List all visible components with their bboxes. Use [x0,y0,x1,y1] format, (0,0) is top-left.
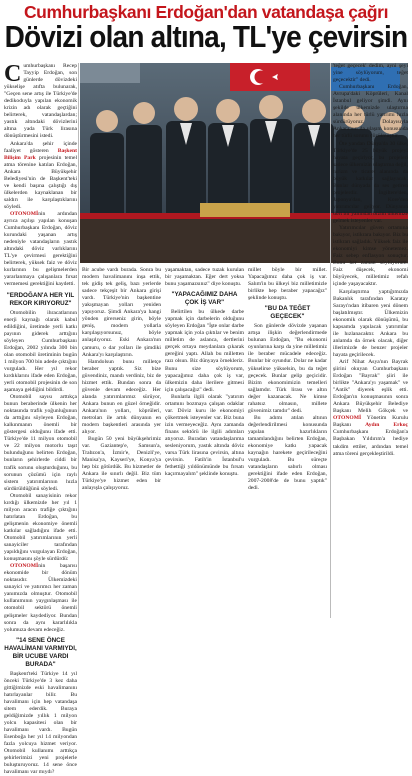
column-rule [78,63,79,618]
column-4 [248,267,327,617]
paragraph: Belirtilen bu ülkede darbe yapmak için darbelerin olduğunu söyleyen Erdoğan "İşte onlar darbe yapmak için yola çıktılar ve benim milletim de aslanca, dertlerini gerçek ortaya meydanlara çıkarak gereğini yaptı. Allah bu milletten razı olsun. Biz dünyaya örnekleriz. Bunu size söylüyorum, yapacağımız daha çok iş var, ülkemizin daha ilerilere gitmesi için çalışacağız" dedi. [165,309,244,393]
paragraph: Ankara'da şehir içinde faaliyet gösteren Başkent Bilişim Park projesinin temel atma törenine katılan Erdoğan, Ankara Büyükşehir Belediyesi'nin de Başkent'teki ve kendi başına çalıştığı dış ülkelerden kaynaklanan bir saldırı ile karşılaştıklarını söyledi. [4,140,77,210]
subheading: "ERDOĞAN'A HER YIL REKOR KIRIYORUZ" [6,291,75,307]
paragraph: 'teğet geçecek' dedim, ayni şeyi yine söylüyorum, teğet geçecektir" dedi. [333,63,408,84]
column-2 [82,267,161,617]
subheading: "14 SENE ÖNCE HAVALİMANI VARMIYDI, BİR UCUBE VARDI BURADA" [4,636,77,668]
paragraph: yaşamaktan, sadece tuzak kurulan bir yaşamaktan. Eğer dert yoksa bunu yaşamazsınız" diye konuştu. [165,267,244,288]
paragraph: Son günlerde dövizde yaşanan artışa ilişkin değerlendirmede bulunan Erdoğan, "Bu ekonomi oyunlarına karşı da yine milletimiz ile beraber mücadele edeceğiz. Bunlar bir oyundur. Dolar ne kadar yükselirse yükselsin, bu da teğet geçecek. Bunlar gelip geçicidir. Bizim ekonomimizin temelleri sağlamdır. Türk lirası ve altın değer kazanacak. Ne kimse rahatsız olmasın, millete güvenimiz tamdır" dedi. [248,323,327,414]
paragraph: Hamdolsun bunu milletçe beraber yaptık. Siz bize güvendiniz, mandı verdiniz, biz de hizmet ettik. Bundan sonra da güvenle devam edeceğiz. Her alanda yatırımlarımız sürüyor, Ankara bunun en güzel örneğidir. Ankara'nın yolları, köprüleri, metroları ile artık dünyanın en modern başkentleri arasında yer alıyor. [82,358,161,436]
column-1 [4,61,77,776]
paragraph: Bu adımı atılan altının değerlendirilmesi konusunda yapılan hazırlıkların tamamlandığını belirten Erdoğan, ekonomiye katkı yapacak kaynağın harekete geçirileceğini vurguladı. Bu süreçte vatandaşların sabırlı olması gerektiğini ifade eden Erdoğan, 2007-2008'de de bunu yaptık" dedi. [248,414,327,492]
article-kicker: Cumhurbaşkanı Erdoğan'dan vatandaşa çağrı [23,2,389,22]
paragraph: Karşılaştırma yaptığımızda Bakanlık tarafından Karatay Sarayı'ndan itibaren yeni dönem başlatılmıştır. Ülkemizin ekonomik olarak dönüşümü, bu kapsamda yapılacak yatırımlar ile hızlanacaktır. Ankara bu anlamda da örnek olacak, diğer illerimizde de benzer projeler hayata geçirilecek. [333,288,408,358]
paragraph: Başkent'teki Türkiye 14 yıl önceki Türkiye'de 3 kez daha gittiğimizde eski havalimanını hatırlayanlar bilir. Bu havalimanı için hep vatandaşa sitem ederdik. Buraya geldiğimizde yıllık 1 milyon yolcu kapasitesi olan bir havalimanı vardı. Bugün Esenboğa her yıl 14 milyondan fazla yolcuya hizmet veriyor. Otomobil kullanımı arttıkça şehirlerimizi yeni projelerle buluşturuyoruz. 14 sene önce havalimanı var mıydı? [4,670,77,776]
paragraph: Bugün 50 yeni büyükşehrimiz var. Gaziantep'e, Samsun'a, Trabzon'a, İzmir'e, Denizli'ye, Manisa'ya, Kayseri'ye, Konya'ya hep biz götürdük. Bu hizmetler de Ankara ile sınırlı değil. Biz tüm Türkiye'ye hizmet eden bir anlayışla çalışıyoruz. [82,436,161,492]
paragraph: Yatırımcılar güven ortamına bakıyor, istikrara bakıyor. Biz bu istikrarı sağladık. Yüksek faiz ile ekonomiyi kimse yönetemez. Faiz sebep enflasyon sonuçtur. Bunu her zaman söylüyorum. Faiz düşecek, ekonomi büyüyecek, milletimiz refah içinde yaşayacaktır. [333,225,408,288]
paragraph: Otomobil sayısı arttıkça bunun beraberinde ülkenin her noktasında trafik yoğunluğunun da arttığını söyleyen Erdoğan, kalkınmanın önemli bir göstergesi olduğunu ifade etti. Türkiye'de 11 milyon otomobil ve 22 milyon motorlu taşıt bulunduğunu belirten Erdoğan, bunların şehirlerde ciddi bir trafik sorunu oluşturduğunu, bu sorunun çözümü için raylı sistem yatırımlarının hızla sürdürüldüğünü söyledi. [4,394,77,492]
column-3 [165,267,244,617]
paragraph: Arif Nihat Asya'nın Bayrak şiirini okuyan Cumhurbaşkanı Erdoğan "Bayrak" şiiri ile birlikte "Ankara'yı yaşamak" ve "Antik" diyerek eşlik etti. Erdoğan'ın konuşmasının sonra Ankara Büyükşehir Belediye Başkanı Melih Gökçek ve OTONOMİ Yönetim Kurulu Başkanı Aydın Erkoç Cumhurbaşkanı Erdoğan'a Başbakan Yıldırım'a hediye takdim ettiler, ardından temel atma töreni gerçekleştirildi. [333,358,408,457]
paragraph: OTONOMİnin ardından ayrıca açılışı yapılan konuşan Cumhurbaşkanı Erdoğan, döviz kurundaki yaşanan artış nedeniyle vatandaşların yastık altındaki döviz varlıklarını TL'ye çevirmesi gerektiğini belirterek, yüksek faiz ve döviz kurlarının bu gelişmelerden yararlanmaya çalışanlara fırsat vermemesi gerektiğini kaydetti. [4,210,77,288]
article-headline: Dövizi olan altına, TL'ye çevirsin [4,20,408,54]
paragraph: Otomobilin ihracatlarının enerji kaynağı olarak kabul edildiğini, üretimde yerli katkı payının giderek arttığını söyleyen Cumhurbaşkanı Erdoğan, 2002 yılında 300 bin olan otomobil üretiminin bugün 1 milyon 700 bin adede çıktığını vurguladı. Her yıl rekor kırdıklarını ifade eden Erdoğan, yerli otomobil projesinin de son aşamaya geldiğini bildirdi. [4,309,77,394]
subheading: "BU DA TEĞET GEÇECEK" [264,305,311,321]
paragraph: Öte yandan Dünya'da 30 ülke, Türkiye'de 25 büyük projeyi hayata geçiriyor, bu projeleri sadece ülkemizin ulaştırma değil, turizm ve ticaret alanında da büyük katkılar sağlayacak. Bunlar dünyada da ses getiren projelerdir. İngiltere'den, Japonya'dan, Kore'den yatırımcılar geliyor. Dünyanın dört bir yanından bizim ülkemize gelmek isteyenler var. [333,140,408,225]
column-5 [333,63,408,618]
paragraph: millet böyle bir millet. Yapacağımız daha çok iş var. Salım'in bu ülkeyi biz milletimizle birlikte hep beraber yapacağız" şeklinde konuştu. [248,267,327,302]
subheading: "YAPACAĞIMIZ DAHA ÇOK İŞ VAR" [171,291,238,307]
paragraph: OTONOMİnin başarısı ekonomide bir dönüm noktasıdır. Ülkemizdeki sanayici ve yatırımcı her zaman yanımızda olmuştur. Otomobil kullanımının yaygınlaşması ile otomobil sektörü önemli gelişmeler kaydediyor. Bundan sonra da aynı kararlılıkla yolumuza devam edeceğiz. [4,563,77,633]
column-rule [330,63,331,618]
drop-cap: C [4,61,22,87]
paragraph: Bir acube vardı burada. Sonra bu modern havalimanını inşa ettik, tek gidiş tek geliş, bazı yerlerde sadece tekçeşit bir Ankara girişi vardı. Türkiye'nin başkentine yakışmayan yolları yeniden yapıyoruz. Şimdi Ankara'ya hangi yönden girerseniz girin, böyle geniş, modern yollarla karşılaşıyorsunuz, böyle anlaşılıyoruz. Eski Ankara'nın çamuru, o dar yolları ile şimdiki Ankara'yı karşılaştırın. [82,267,161,358]
paragraph: Otomobil sanayisinin rekor kırdığı ülkemizde her yıl 1 milyon aracın trafiğe çıktığını hatırlatan Erdoğan, bu gelişmenin ekonomiye önemli katkılar sağladığını ifade etti. Otomobil yatırımlarının yerli sanayiciler tarafından yapıldığını vurgulayan Erdoğan, konuşmasını şöyle sürdürdü: [4,492,77,563]
lead-paragraph: Cumhurbaşkanı Recep Tayyip Erdoğan, son günlerde dövizdeki yükselişe atıfta bulunarak, "Geçen sene artış ile Türkiye'de dedikoduyla yapılan ekonomik krizin adı olarak geçtiğini belirterek, vatandaşlardan; yastık altındaki dövizlerini altına yada Türk lirasına dönüştürmesini istedi. [4,61,77,140]
paragraph: Bunlarla ilgili olarak "yatırım ortamını bozmaya çalışan odaklar var. Döviz kuru ile ekonomiyi çökertmek isteyenler var. Biz buna izin vermeyeceğiz. Aynı zamanda finans sektörü ile ilgili adımları atıyoruz. Buradan vatandaşlarıma sesleniyorum, yastık altında döviz varsa Türk lirasına çevirsin, altına çevirsin. Fatih'in İstanbul'u fethettiği yıldönümünde bu fırsatı kaçırmayalım" şeklinde konuştu. [165,393,244,478]
paragraph: Cumhurbaşkanı Erdoğan, Avrupa'daki Köprüleri, Kanal İstanbul geliyor şimdi. Aynı şekilde ülkemizde ulaştırma alanında her türlü yatırımı hızla sürdürüyoruz. Dolayısıyla Ankara'nın da ulaşım konusunda her türlü sorunu çözülmüştür. [333,84,408,140]
